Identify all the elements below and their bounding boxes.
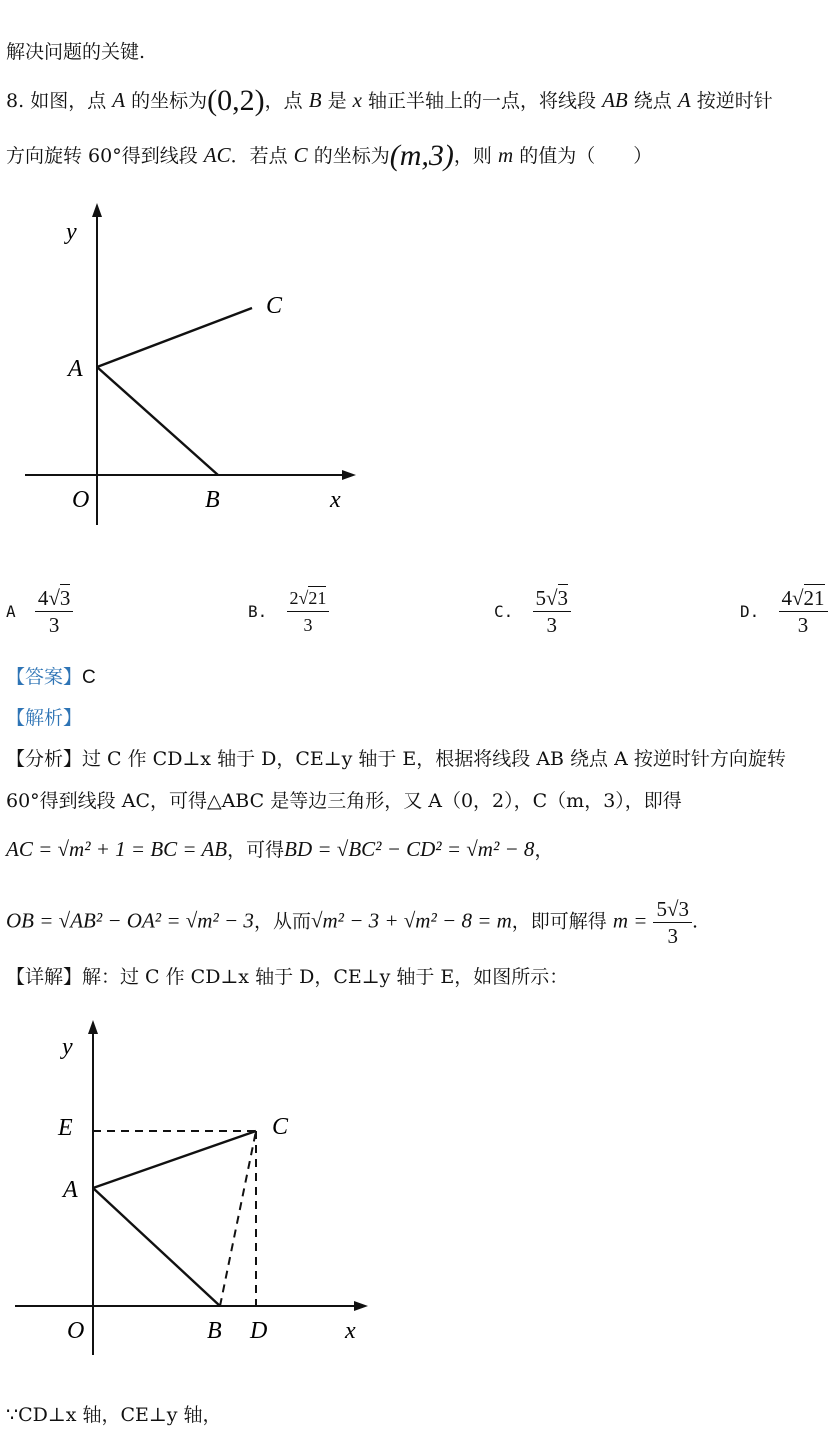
q-text: ，点 [264, 90, 303, 112]
analysis-sub-tag: 【分析】 [6, 748, 83, 770]
q-var: A [112, 88, 126, 112]
answer-line [6, 665, 96, 690]
option-num-rad: 3 [557, 586, 569, 610]
analysis-equation-1 [6, 837, 553, 862]
q-text: 是 [327, 90, 347, 112]
option-fraction: $\frac{4√3}{3}$ [35, 585, 74, 638]
q-var: C [293, 143, 308, 167]
fig2-label-y: y [62, 1034, 73, 1060]
eq-sum: √m² − 3 + √m² − 8 = m [310, 908, 512, 933]
q-text: 的坐标为 [313, 145, 390, 167]
q-text: 绕点 [633, 90, 672, 112]
detail-line [6, 965, 568, 989]
option-label: A [6, 602, 16, 621]
q-var: A [677, 88, 691, 112]
detail-tag: 【详解】 [6, 966, 83, 988]
option-label: C. [494, 602, 514, 621]
fig1-label-c: C [266, 293, 283, 319]
q-var: AB [602, 88, 628, 112]
fig1-label-x: x [330, 487, 341, 513]
option-den: 3 [546, 613, 558, 637]
q-var: m [497, 143, 514, 167]
q-text: 的坐标为 [131, 90, 208, 112]
option-fraction: $\frac{5√3}{3}$ [533, 585, 572, 638]
question-line-2 [6, 139, 653, 172]
fig2-label-d: D [250, 1318, 268, 1344]
analysis-equation-2 [6, 896, 698, 949]
question-number: 8. [6, 90, 25, 112]
option-label: D. [740, 602, 760, 621]
question-line-1 [6, 84, 773, 117]
option-a[interactable] [6, 585, 73, 638]
q-point-a-coord: (0,2) [207, 84, 265, 117]
fig1-label-o: O [72, 487, 90, 513]
option-num-coef: 5 [535, 586, 547, 610]
fig2-label-x: x [345, 1318, 356, 1344]
q-var: B [308, 88, 322, 112]
eq-m-den: 3 [667, 924, 678, 948]
q-text: 的值为（ ） [519, 145, 653, 167]
eq-m: m = [612, 908, 648, 933]
q-text: 按逆时针 [696, 90, 773, 112]
fig1-label-a: A [68, 356, 83, 382]
option-fraction: $\frac{2√21}{3}$ [287, 585, 330, 638]
option-den: 3 [303, 615, 313, 635]
analysis-line-2: 60°得到线段 AC，可得△ABC 是等边三角形，又 A（0，2），C（m，3），即得 [6, 790, 682, 812]
option-label: B. [248, 602, 268, 621]
fig2-label-e: E [58, 1115, 73, 1141]
q-text: ，则 [453, 145, 492, 167]
option-num-rad: 21 [803, 586, 825, 610]
fig2-label-o: O [67, 1318, 85, 1344]
option-den: 3 [797, 613, 809, 637]
eq-text: ， [534, 839, 554, 861]
eq-m-num: 5√3 [653, 896, 692, 923]
option-num-rad: 3 [59, 586, 71, 610]
fig2-label-c: C [272, 1114, 289, 1140]
eq-text: ，即可解得 [511, 910, 607, 933]
option-c[interactable] [494, 585, 571, 638]
option-num-coef: 4 [37, 586, 49, 610]
option-fraction: $\frac{4√21}{3}$ [779, 585, 828, 638]
q-text: 如图，点 [30, 90, 107, 112]
option-num-coef: 4 [781, 586, 793, 610]
analysis-tag-line [6, 706, 82, 730]
eq-text: ，从而 [253, 910, 311, 933]
option-num-rad: 21 [308, 588, 327, 608]
analysis-text-1: 过 C 作 CD⊥x 轴于 D，CE⊥y 轴于 E，根据将线段 AB 绕点 A 按逆时针方向旋转 [82, 748, 786, 770]
q-var: AC [203, 143, 231, 167]
figure-2-diagram [0, 1010, 390, 1365]
eq-text: ，可得 [227, 839, 285, 861]
option-d[interactable] [740, 585, 828, 638]
intro-line: 解决问题的关键. [6, 41, 146, 63]
option-b[interactable] [248, 585, 329, 638]
fig1-label-y: y [66, 219, 77, 245]
fig2-label-a: A [63, 1177, 78, 1203]
eq-text: . [692, 910, 699, 933]
q-text: 方向旋转 60°得到线段 [6, 145, 198, 167]
q-point-c-coord: (m,3) [389, 139, 454, 172]
answer-tag: 【答案】 [6, 666, 83, 688]
detail-text: 解：过 C 作 CD⊥x 轴于 D，CE⊥y 轴于 E，如图所示： [82, 966, 569, 988]
option-den: 3 [48, 613, 60, 637]
fig1-label-b: B [205, 487, 220, 513]
analysis-tag: 【解析】 [6, 707, 83, 729]
last-line: ∵CD⊥x 轴，CE⊥y 轴， [6, 1404, 222, 1426]
eq-ac: AC = √m² + 1 = BC = AB [6, 837, 228, 861]
q-var: x [352, 88, 362, 112]
eq-ob: OB = √AB² − OA² = √m² − 3 [6, 908, 254, 933]
answer-value: C [82, 667, 96, 688]
eq-m-fraction [653, 896, 692, 949]
q-text: 轴正半轴上的一点，将线段 [368, 90, 597, 112]
eq-bd: BD = √BC² − CD² = √m² − 8 [284, 837, 535, 861]
figure-1-diagram [0, 195, 380, 535]
q-text: ．若点 [230, 145, 288, 167]
option-num-coef: 2 [289, 588, 299, 608]
fig2-label-b: B [207, 1318, 222, 1344]
analysis-line-1 [6, 747, 786, 771]
